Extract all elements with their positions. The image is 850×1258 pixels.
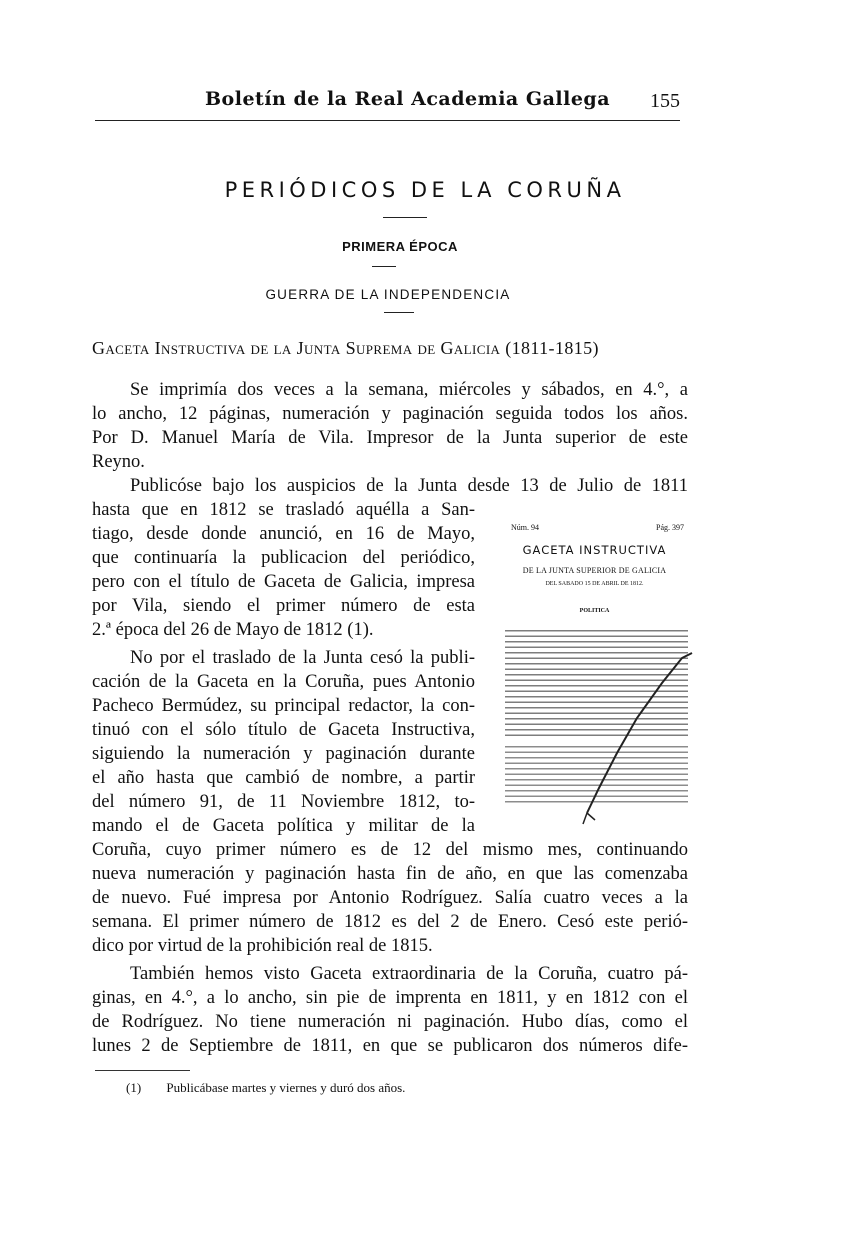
body-line: nueva numeración y paginación hasta fin de año, en que las comenzaba [92, 864, 688, 884]
body-line: de nuevo. Fué impresa por Antonio Rodríguez. Salía cuatro veces a la [92, 888, 688, 908]
body-line: semana. El primer número de 1812 es del 2 de Enero. Cesó este perió- [92, 912, 688, 932]
body-line: pero con el título de Gaceta de Galicia, impresa [92, 572, 475, 592]
body-line: Se imprimía dos veces a la semana, miércoles y sábados, en 4.°, a [130, 380, 688, 400]
footnote-mark: (1) [126, 1080, 142, 1095]
body-line: También hemos visto Gaceta extraordinaria de la Coruña, cuatro pá- [130, 964, 688, 984]
gazette-subtitle: DE LA JUNTA SUPERIOR DE GALICIA [522, 566, 667, 575]
pen-mark-icon [567, 638, 697, 828]
body-line: del número 91, de 11 Noviembre 1812, to- [92, 792, 475, 812]
gazette-date: DEL SABADO 15 DE ABRIL DE 1812. [545, 581, 644, 587]
body-line: 2.ª época del 26 de Mayo de 1812 (1). [92, 620, 374, 640]
title-divider [383, 217, 427, 218]
gazette-title: GACETA INSTRUCTIVA [522, 543, 667, 557]
body-line: Por D. Manuel María de Vila. Impresor de la Junta superior de este [92, 428, 688, 448]
gazette-facsimile [497, 518, 692, 818]
body-line: el año hasta que cambió de nombre, a partir [92, 768, 475, 788]
footnote-divider [95, 1070, 190, 1071]
body-line: dico por virtud de la prohibición real de 1815. [92, 936, 433, 956]
era-subtitle: PRIMERA ÉPOCA [342, 239, 458, 254]
footnote-text: Publicábase martes y viernes y duró dos años. [166, 1080, 406, 1095]
footnote [126, 1080, 406, 1096]
gazette-issue-number: Núm. 94 [511, 523, 539, 532]
body-line: hasta que en 1812 se trasladó aquélla a San- [92, 500, 475, 520]
body-line: de Rodríguez. No tiene numeración ni paginación. Hubo días, como el [92, 1012, 688, 1032]
body-line: Publicóse bajo los auspicios de la Junta desde 13 de Julio de 1811 [130, 476, 688, 496]
body-line: que continuaría la publicacion del periódico, [92, 548, 475, 568]
gazette-page-number: Pág. 397 [656, 523, 684, 532]
subtitle-divider [372, 266, 396, 267]
body-line: lo ancho, 12 páginas, numeración y paginación seguida todos los años. [92, 404, 688, 424]
running-header [95, 88, 680, 121]
body-line: Reyno. [92, 452, 145, 472]
body-line: Coruña, cuyo primer número es de 12 del mismo mes, continuando [92, 840, 688, 860]
body-line: siguiendo la numeración y paginación durante [92, 744, 475, 764]
article-title: PERIÓDICOS DE LA CORUÑA [224, 178, 626, 202]
body-line: tinuó con el sólo título de Gaceta Instructiva, [92, 720, 475, 740]
section-heading: GUERRA DE LA INDEPENDENCIA [265, 287, 511, 302]
section-divider [384, 312, 414, 313]
body-line: Pacheco Bermúdez, su principal redactor, la con- [92, 696, 475, 716]
entry-heading: Gaceta Instructiva de la Junta Suprema de Galicia (1811-1815) [92, 338, 599, 358]
page-number: 155 [650, 90, 680, 112]
body-line: ginas, en 4.°, a lo ancho, sin pie de imprenta en 1811, y en 1812 con el [92, 988, 688, 1008]
body-line: No por el traslado de la Junta cesó la publi- [130, 648, 475, 668]
body-line: mando el de Gaceta política y militar de la [92, 816, 475, 836]
gazette-section: POLITICA [579, 608, 610, 614]
body-line: por Vila, siendo el primer número de esta [92, 596, 475, 616]
body-line: cación de la Gaceta en la Coruña, pues Antonio [92, 672, 475, 692]
body-line: tiago, desde donde anunció, en 16 de Mayo, [92, 524, 475, 544]
journal-title: Boletín de la Real Academia Gallega [205, 88, 611, 110]
body-line: lunes 2 de Septiembre de 1811, en que se publicaron dos números dife- [92, 1036, 688, 1056]
